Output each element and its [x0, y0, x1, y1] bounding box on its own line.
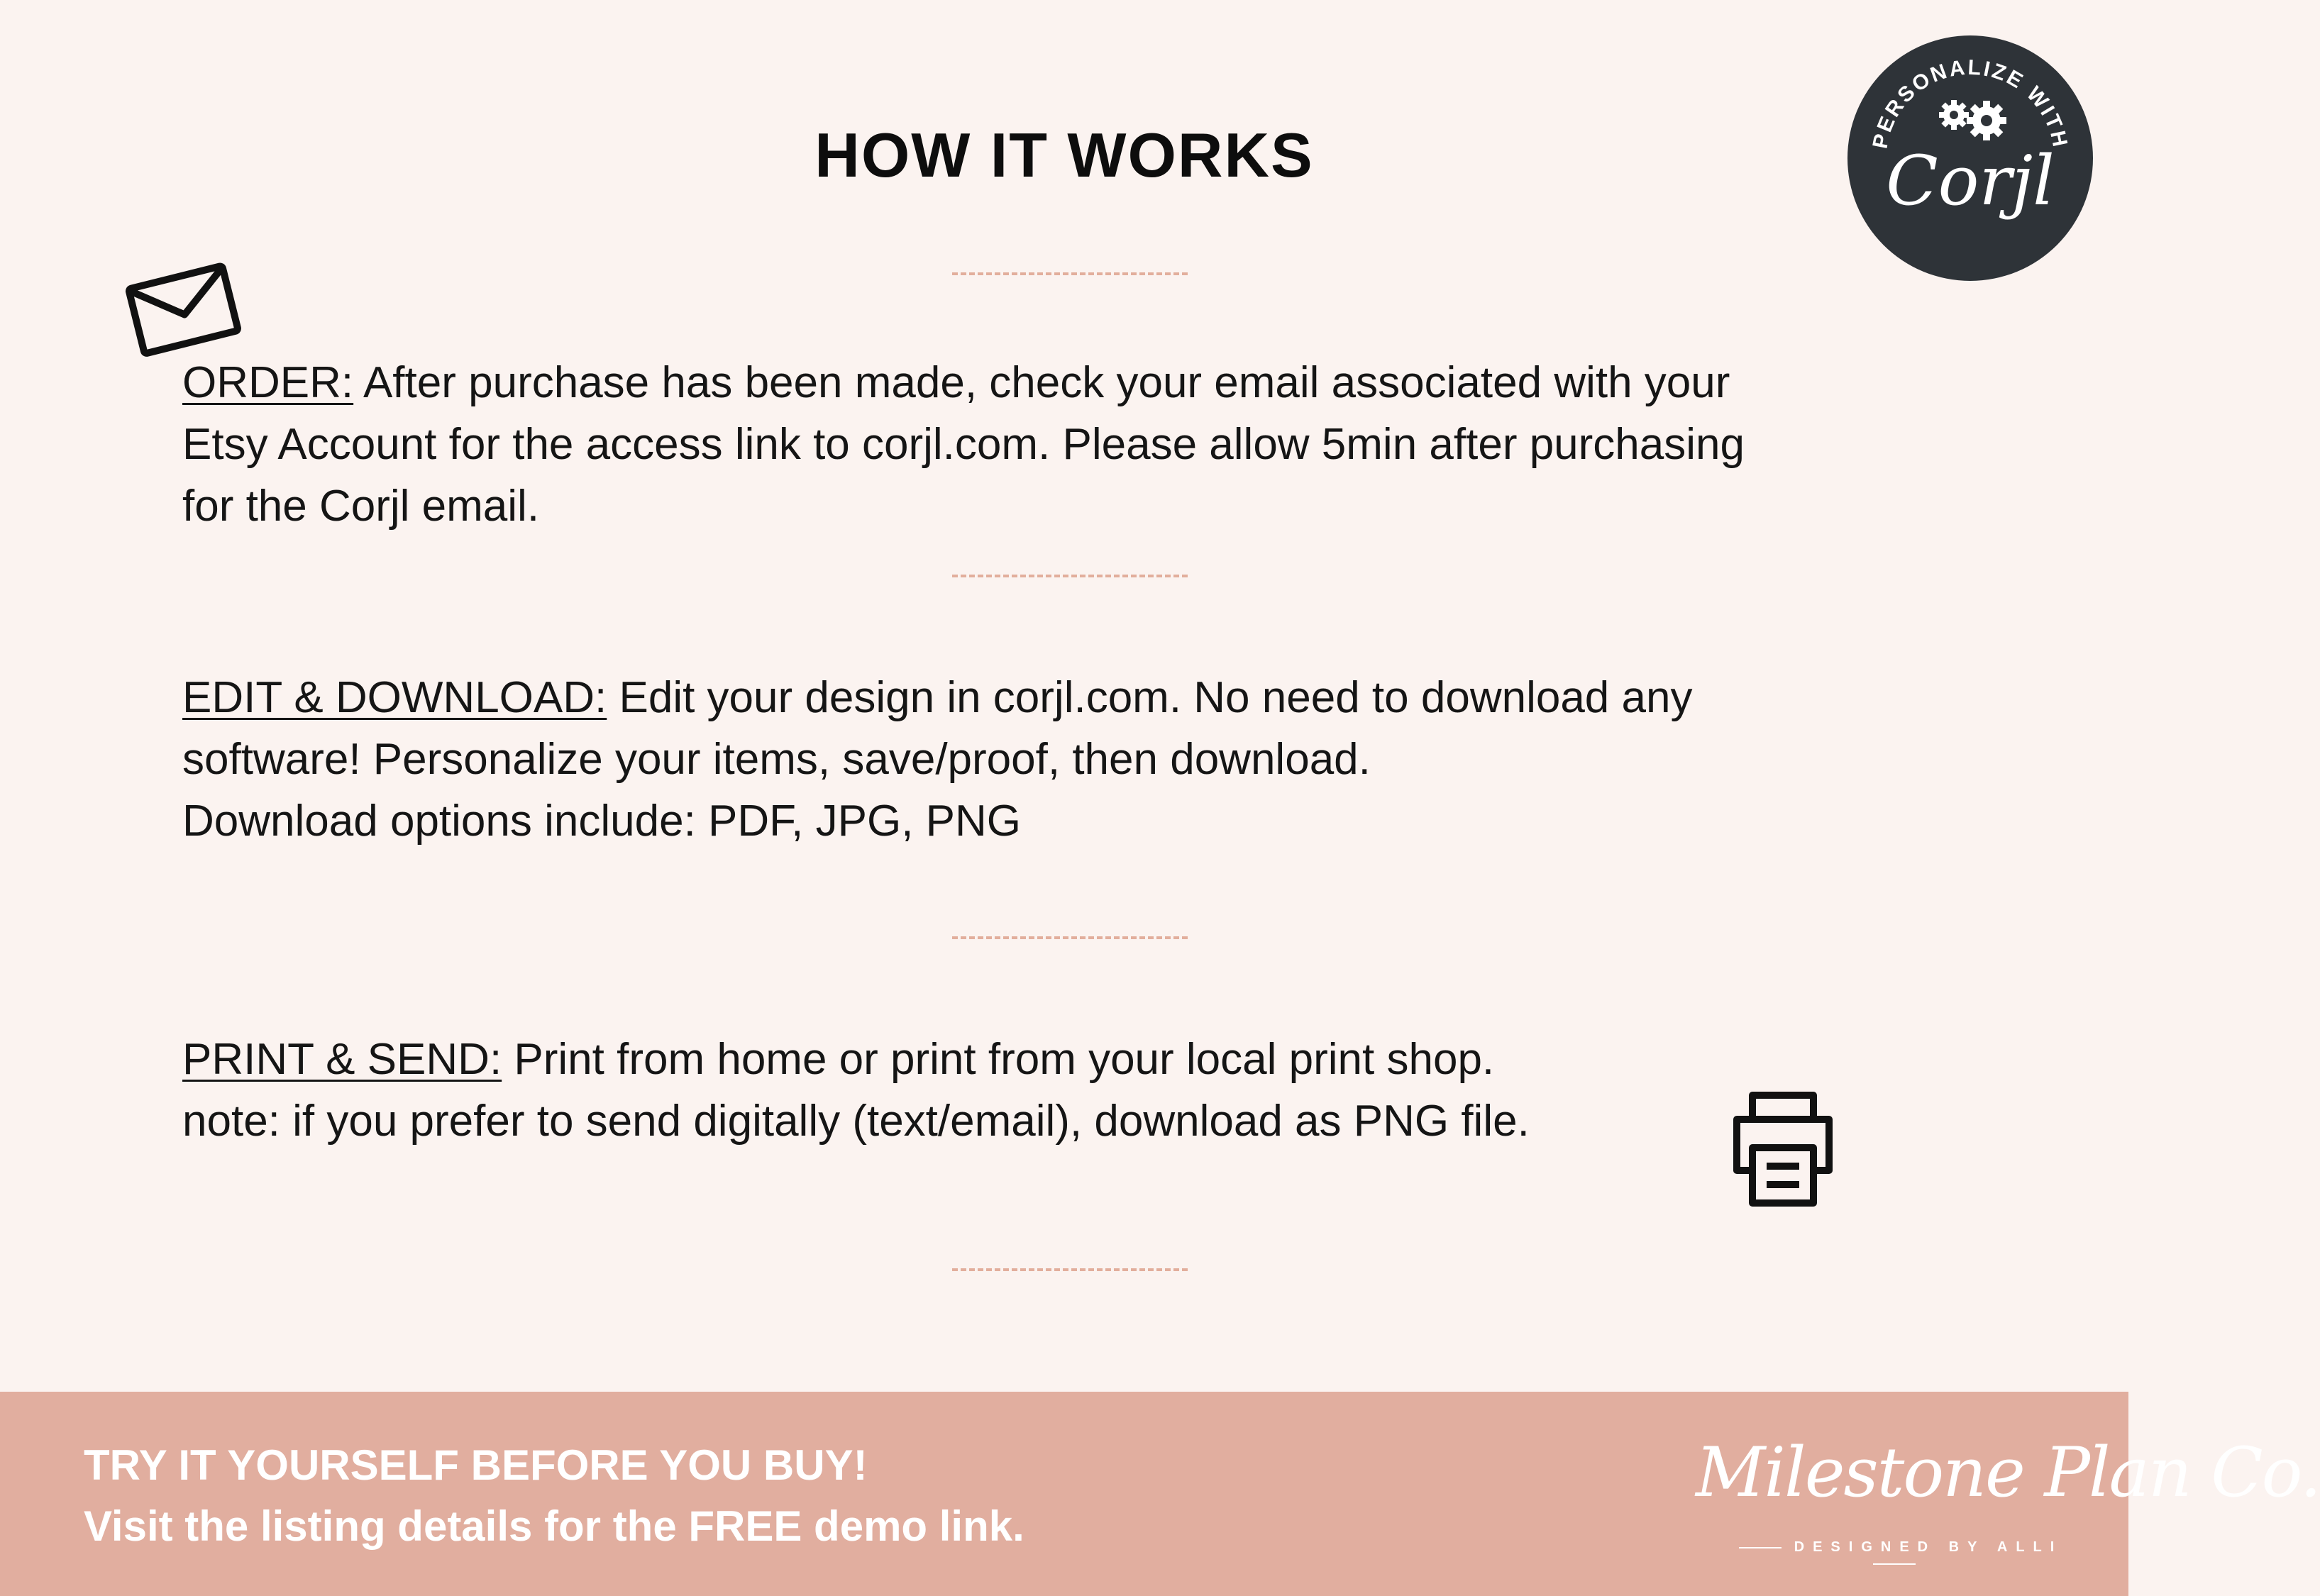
divider-1	[952, 272, 1188, 275]
step-edit-line: Download options include: PDF, JPG, PNG	[182, 797, 1021, 846]
cta-line-2: Visit the listing details for the FREE demo link.	[84, 1502, 1024, 1550]
step-order	[182, 352, 1999, 537]
step-print-line: Print from home or print from your local print shop.	[514, 1035, 1495, 1084]
page-title: HOW IT WORKS	[814, 120, 1314, 190]
cta-line-1: TRY IT YOURSELF BEFORE YOU BUY!	[84, 1441, 868, 1489]
step-order-line: After purchase has been made, check your email associated with your	[363, 358, 1730, 407]
personalize-with-corjl-badge	[1847, 35, 2093, 281]
step-edit-line: Edit your design in corjl.com. No need to download any	[619, 673, 1693, 722]
step-order-line: for the Corjl email.	[182, 482, 540, 531]
badge-ring-text: PERSONALIZE WITH	[1868, 55, 2072, 151]
divider-3	[952, 936, 1188, 939]
step-edit-download-label: EDIT & DOWNLOAD:	[182, 673, 607, 722]
brand-script-text: Milestone Plan Co.	[1696, 1433, 2320, 1512]
step-print-line: note: if you prefer to send digitally (text/email), download as PNG file.	[182, 1097, 1530, 1146]
step-order-label: ORDER:	[182, 358, 354, 407]
milestone-plan-co-logo	[1696, 1433, 2320, 1575]
envelope-icon	[122, 255, 243, 362]
brand-subtitle: DESIGNED BY ALLI	[1696, 1539, 2093, 1572]
step-print-send	[182, 1029, 1999, 1152]
corjl-logo-text: Corjl	[1886, 141, 2055, 221]
printer-icon	[1731, 1091, 1835, 1207]
divider-2	[952, 575, 1188, 577]
step-print-send-label: PRINT & SEND:	[182, 1035, 502, 1084]
step-edit-download	[182, 667, 1999, 852]
step-order-line: Etsy Account for the access link to corjl.com. Please allow 5min after purchasing	[182, 420, 1745, 469]
demo-cta	[84, 1435, 1024, 1557]
divider-4	[952, 1268, 1188, 1271]
step-edit-line: software! Personalize your items, save/proof, then download.	[182, 735, 1371, 784]
